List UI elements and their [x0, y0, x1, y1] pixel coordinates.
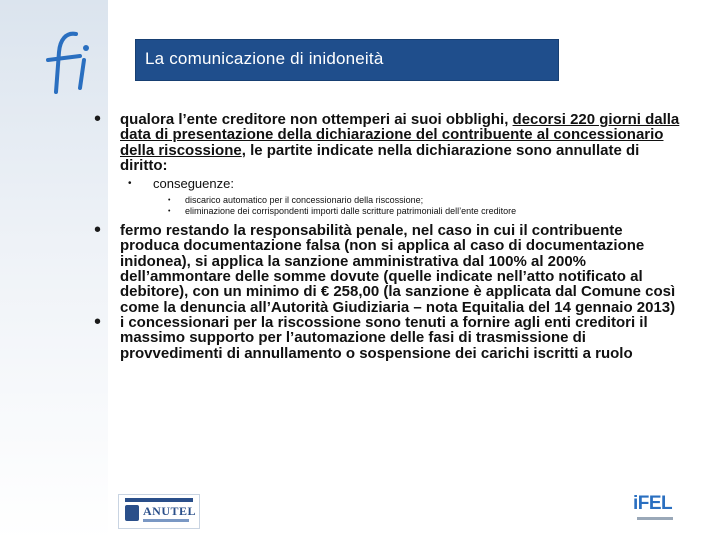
anutel-logo-subline: [143, 519, 189, 522]
bullet-item-2: [92, 219, 682, 316]
ifel-logo-text: iFEL: [633, 493, 673, 514]
bullet-list: [92, 108, 682, 362]
subsub-text-1: discarico automatico per il concessionario della riscossione;: [185, 195, 424, 206]
bullet-text-2: fermo restando la responsabilità penale, nel caso in cui il contribuente produca documentazione falsa (non si applica al caso di documentazione inidonea), si applica la sanzione amministrativa dal 100% al 200% dell’ammontare delle somme dovute (quelle indicate nell’atto notificato al debitore), con un minimo di € 258,00 (la sanzione è applicata dal Comune così come la denuncia all’Autorità Giudiziaria – nota Equitalia del 14 gennaio 2013): [120, 222, 676, 316]
bullet-1-underlined: decorsi 220 giorni dalla data di presentazione della dichiarazione del contribuente al concessionario della riscossione: [120, 111, 680, 159]
anutel-logo-text: ANUTEL: [143, 504, 197, 518]
bullet-dot: •: [94, 108, 102, 130]
fi-logo-icon: [40, 30, 100, 100]
subsub-bullet-dot: •: [168, 197, 171, 205]
sub-bullet-conseguenze: [92, 176, 682, 191]
bullet-1-text-before: qualora l’ente creditore non ottemperi ai suoi obblighi,: [120, 111, 513, 128]
bullet-dot: •: [94, 310, 102, 333]
anutel-logo: [118, 494, 200, 529]
anutel-logo-bar: [125, 498, 193, 502]
slide-title: La comunicazione di inidoneità: [145, 49, 384, 68]
subsub-text-2: eliminazione dei corrispondenti importi dalle scritture patrimoniali dell’ente creditore: [185, 206, 517, 217]
bullet-1-text-after: , le partite indicate nella dichiarazione sono annullate di diritto:: [120, 141, 640, 174]
scales-icon: [125, 505, 139, 521]
bullet-text-3: i concessionari per la riscossione sono tenuti a fornire agli enti creditori il massimo supporto per l’automazione delle fasi di trasmissione di provvedimenti di annullamento o sospensione dei carichi iscritti a ruolo: [120, 313, 648, 362]
ifel-logo-tagline: [637, 517, 673, 520]
sub-bullet-label: conseguenze:: [153, 176, 234, 192]
subsub-bullet-dot: •: [168, 208, 171, 216]
bullet-dot: •: [94, 219, 102, 242]
subsub-item-1: [92, 195, 682, 206]
sub-bullet-dot: •: [128, 178, 132, 190]
subsub-item-2: [92, 206, 682, 217]
slide-title-box: [135, 39, 559, 81]
bullet-text-1: [120, 112, 682, 173]
bullet-item-3: [92, 310, 682, 362]
bullet-item-1: [92, 108, 682, 174]
ifel-logo: [633, 493, 677, 529]
